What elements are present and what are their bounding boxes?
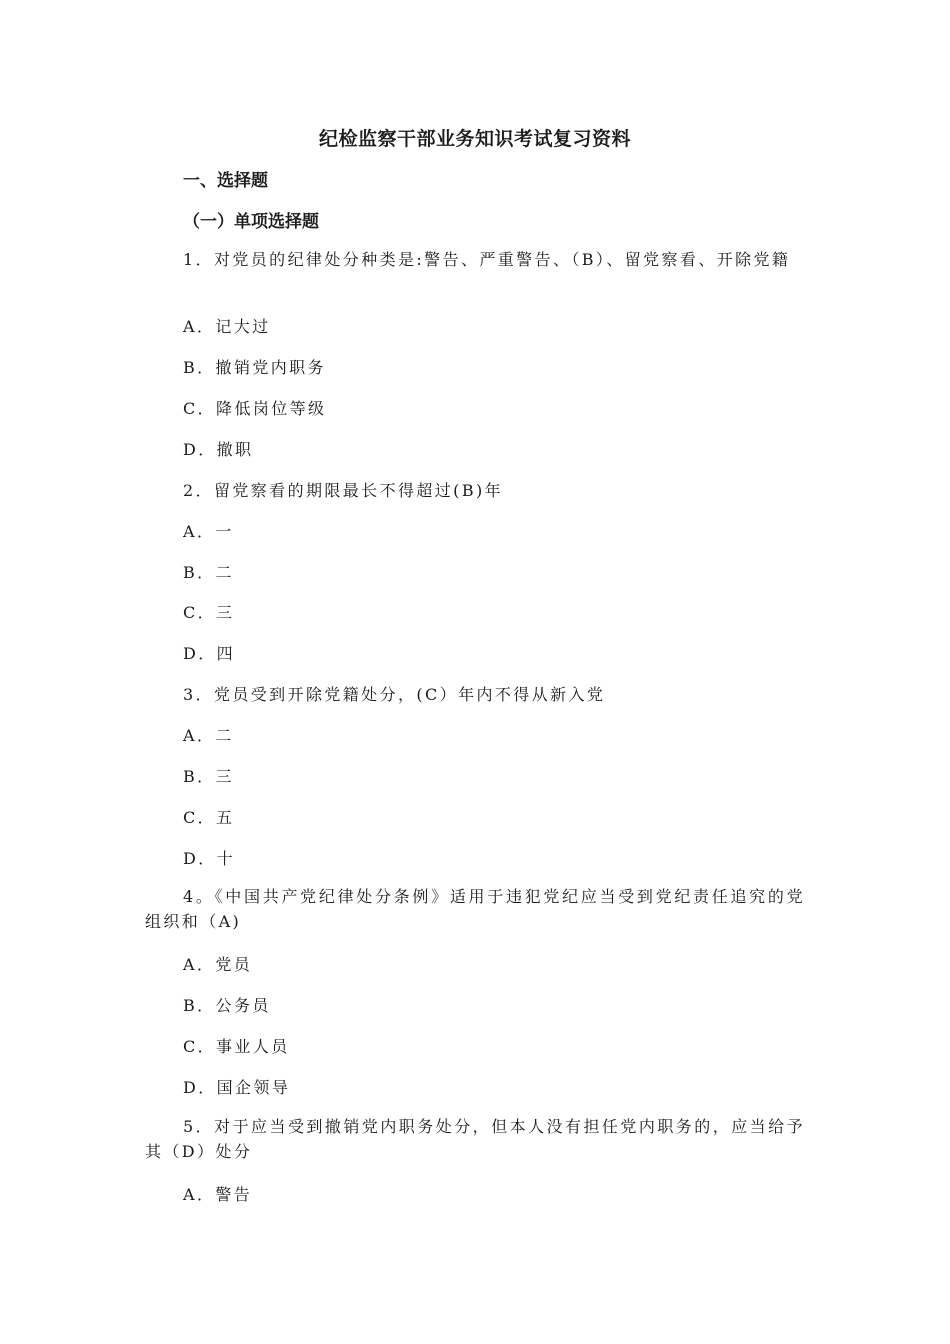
question-5-stem: 5．对于应当受到撤销党内职务处分，但本人没有担任党内职务的，应当给予其（D）处分 bbox=[145, 1117, 805, 1161]
question-1-stem: 1．对党员的纪律处分种类是:警告、严重警告、（B）、留党察看、开除党籍 bbox=[183, 250, 791, 269]
question-3-option-b: B．三 bbox=[183, 767, 234, 786]
question-5-option-a: A．警告 bbox=[183, 1185, 253, 1204]
question-2-option-d: D．四 bbox=[183, 644, 236, 663]
question-1-option-c: C．降低岗位等级 bbox=[183, 399, 327, 418]
question-4-option-d: D．国企领导 bbox=[183, 1078, 291, 1097]
question-2-option-c: C．三 bbox=[183, 603, 235, 622]
question-4-stem: 4。《中国共产党纪律处分条例》适用于违犯党纪应当受到党纪责任追究的党组织和（A) bbox=[145, 887, 805, 931]
question-2-option-a: A．一 bbox=[183, 522, 234, 541]
subsection-heading: （一）单项选择题 bbox=[183, 212, 319, 232]
question-4-option-a: A．党员 bbox=[183, 955, 253, 974]
question-3-option-c: C．五 bbox=[183, 808, 235, 827]
question-1-option-a: A．记大过 bbox=[183, 317, 271, 336]
question-2-option-b: B．二 bbox=[183, 563, 234, 582]
question-3-option-a: A．二 bbox=[183, 726, 234, 745]
question-3-option-d: D．十 bbox=[183, 849, 236, 868]
question-3-stem: 3．党员受到开除党籍处分，(C）年内不得从新入党 bbox=[183, 685, 606, 704]
section-heading: 一、选择题 bbox=[183, 171, 268, 191]
question-4-option-b: B．公务员 bbox=[183, 996, 271, 1015]
question-2-stem: 2．留党察看的期限最长不得超过(B)年 bbox=[183, 481, 504, 500]
question-4-option-c: C．事业人员 bbox=[183, 1037, 290, 1056]
question-1-option-b: B．撤销党内职务 bbox=[183, 358, 326, 377]
question-1-option-d: D．撤职 bbox=[183, 440, 254, 459]
document-title: 纪检监察干部业务知识考试复习资料 bbox=[318, 128, 631, 150]
